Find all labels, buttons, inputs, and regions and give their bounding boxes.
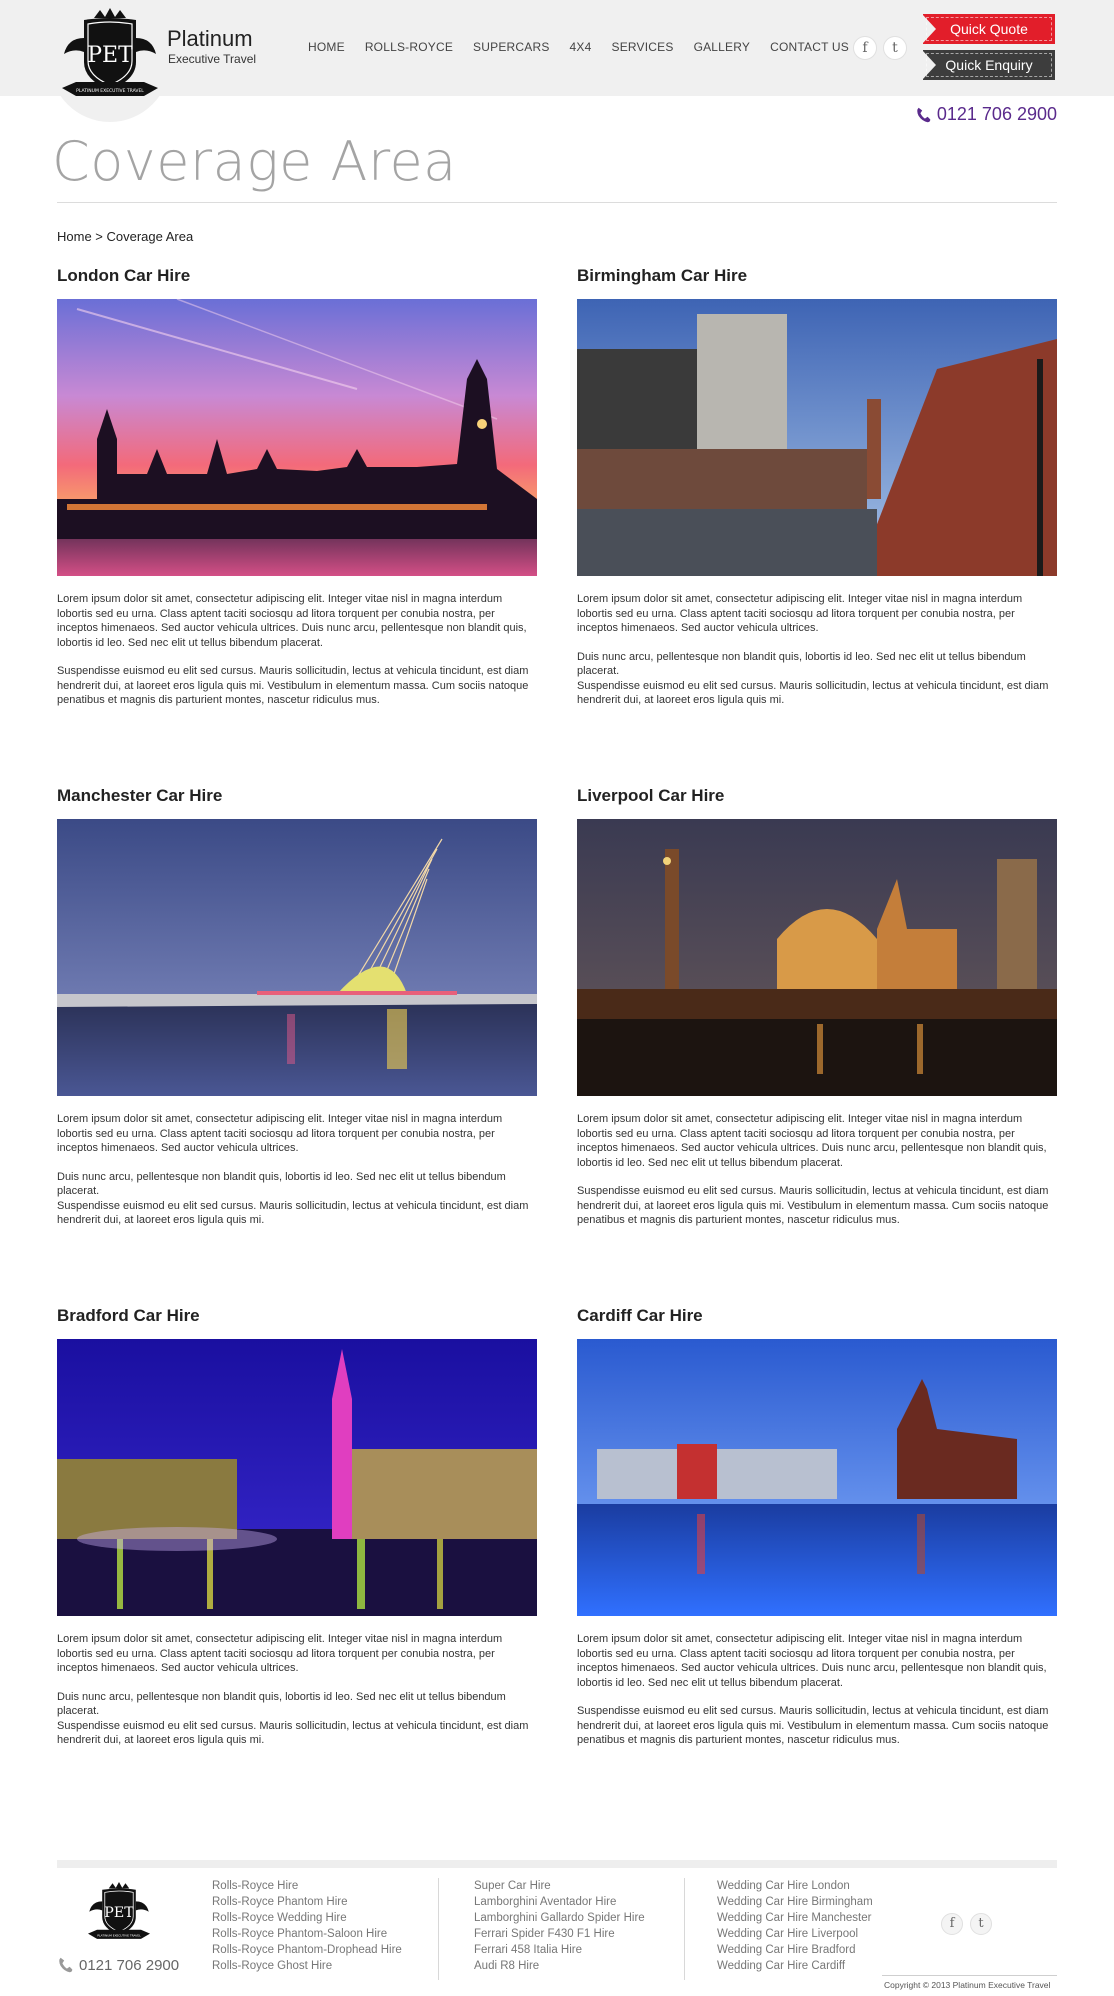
phone-icon xyxy=(915,106,933,124)
header-phone[interactable] xyxy=(915,104,1057,125)
footer-twitter-icon[interactable]: t xyxy=(970,1913,992,1935)
card-paragraph: Lorem ipsum dolor sit amet, consectetur adipiscing elit. Integer vitae nisl in magna interdum lobortis sed eu urna. Class aptent taciti sociosqu ad litora torquent per conubia nostra, per inceptos himenaeos. Sed auctor vehicula ultrices. xyxy=(577,593,1023,634)
footer-logo-letters: PET xyxy=(104,1904,134,1921)
card-paragraph: Lorem ipsum dolor sit amet, consectetur adipiscing elit. Integer vitae nisl in magna interdum lobortis sed eu urna. Class aptent taciti sociosqu ad litora torquent per conubia nostra, per inceptos himenaeos. Sed auctor vehicula ultrices. xyxy=(57,1113,503,1154)
card-paragraph: Lorem ipsum dolor sit amet, consectetur adipiscing elit. Integer vitae nisl in magna interdum lobortis sed eu urna. Class aptent taciti sociosqu ad litora torquent per conubia nostra, per inceptos himenaeos. Sed auctor vehicula ultrices. Duis nunc arcu, pellentesque non blandit quis, lobortis id leo. Sed nec elit ut tellus bibendum placerat. xyxy=(577,1113,1047,1169)
quick-quote-label: Quick Quote xyxy=(950,21,1028,37)
footer-link[interactable]: Lamborghini Aventador Hire xyxy=(474,1896,617,1908)
quick-quote-button[interactable] xyxy=(923,14,1055,44)
card-paragraph: Lorem ipsum dolor sit amet, consectetur adipiscing elit. Integer vitae nisl in magna interdum lobortis sed eu urna. Class aptent taciti sociosqu ad litora torquent per conubia nostra, per inceptos himenaeos. Sed auctor vehicula ultrices. xyxy=(57,1633,503,1674)
footer-rolls-royce-links xyxy=(212,1878,402,1974)
footer-top-bar xyxy=(57,1860,1057,1868)
card-description xyxy=(577,1632,1057,1748)
brand-logo[interactable] xyxy=(58,8,162,104)
nav-rolls-royce[interactable]: ROLLS-ROYCE xyxy=(364,40,454,54)
card-paragraph: Duis nunc arcu, pellentesque non blandit quis, lobortis id leo. Sed nec elit ut tellus bibendum placerat. Suspendisse euismod eu elit sed cursus. Mauris sollicitudin, lectus at vehicula tincidunt, est diam hendrerit dui, at laoreet eros ligula quis mi. xyxy=(57,1170,529,1226)
footer-link[interactable]: Rolls-Royce Ghost Hire xyxy=(212,1960,333,1972)
nav-home[interactable]: HOME xyxy=(308,40,345,54)
page-title: Coverage Area xyxy=(52,130,457,193)
facebook-icon[interactable]: f xyxy=(853,36,877,60)
header-phone-number: 0121 706 2900 xyxy=(936,104,1057,124)
quick-enquiry-button[interactable] xyxy=(923,50,1055,80)
card-london xyxy=(57,266,537,722)
main-nav xyxy=(308,40,869,54)
card-liverpool xyxy=(577,786,1057,1242)
card-title[interactable]: Liverpool Car Hire xyxy=(577,786,725,805)
footer-phone-number: 0121 706 2900 xyxy=(79,1956,180,1974)
copyright-divider xyxy=(882,1975,1057,1976)
footer-link[interactable]: Super Car Hire xyxy=(474,1880,551,1892)
footer-link[interactable]: Rolls-Royce Phantom Hire xyxy=(212,1896,348,1908)
card-paragraph: Lorem ipsum dolor sit amet, consectetur adipiscing elit. Integer vitae nisl in magna interdum lobortis sed eu urna. Class aptent taciti sociosqu ad litora torquent per conubia nostra, per inceptos himenaeos. Sed auctor vehicula ultrices. Duis nunc arcu, pellentesque non blandit quis, lobortis id leo. Sed nec elit ut tellus bibendum placerat. xyxy=(57,593,527,649)
logo-letters: PET xyxy=(87,43,133,68)
brand-name: Platinum xyxy=(167,26,253,51)
birmingham-photo[interactable] xyxy=(577,299,1057,576)
phone-icon xyxy=(57,1956,75,1974)
nav-gallery[interactable]: GALLERY xyxy=(693,40,751,54)
footer-link[interactable]: Wedding Car Hire London xyxy=(717,1880,850,1892)
nav-contact-us[interactable]: CONTACT US xyxy=(770,40,850,54)
footer-link[interactable]: Lamborghini Gallardo Spider Hire xyxy=(474,1912,645,1924)
footer-link[interactable]: Rolls-Royce Wedding Hire xyxy=(212,1912,347,1924)
card-paragraph: Duis nunc arcu, pellentesque non blandit quis, lobortis id leo. Sed nec elit ut tellus bibendum placerat. Suspendisse euismod eu elit sed cursus. Mauris sollicitudin, lectus at vehicula tincidunt, est diam hendrerit dui, at laoreet eros ligula quis mi. xyxy=(577,650,1049,706)
cardiff-photo[interactable] xyxy=(577,1339,1057,1616)
card-cardiff xyxy=(577,1306,1057,1762)
card-description xyxy=(577,1112,1057,1228)
card-title[interactable]: Bradford Car Hire xyxy=(57,1306,200,1325)
manchester-photo[interactable] xyxy=(57,819,537,1096)
logo-ribbon-text: PLATINUM EXECUTIVE TRAVEL xyxy=(76,89,144,94)
nav-4x4[interactable]: 4X4 xyxy=(569,40,592,54)
footer-link[interactable]: Wedding Car Hire Bradford xyxy=(717,1944,856,1956)
nav-services[interactable]: SERVICES xyxy=(611,40,674,54)
footer-phone[interactable] xyxy=(57,1956,179,1974)
liverpool-photo[interactable] xyxy=(577,819,1057,1096)
quick-enquiry-label: Quick Enquiry xyxy=(945,57,1033,73)
footer-link[interactable]: Rolls-Royce Phantom-Saloon Hire xyxy=(212,1928,388,1940)
breadcrumb[interactable]: Home > Coverage Area xyxy=(57,229,194,244)
nav-supercars[interactable]: SUPERCARS xyxy=(473,40,550,54)
footer-link[interactable]: Rolls-Royce Phantom-Drophead Hire xyxy=(212,1944,402,1956)
card-paragraph: Duis nunc arcu, pellentesque non blandit quis, lobortis id leo. Sed nec elit ut tellus bibendum placerat. Suspendisse euismod eu elit sed cursus. Mauris sollicitudin, lectus at vehicula tincidunt, est diam hendrerit dui, at laoreet eros ligula quis mi. xyxy=(57,1690,529,1746)
footer-divider xyxy=(438,1878,439,1980)
card-paragraph: Lorem ipsum dolor sit amet, consectetur adipiscing elit. Integer vitae nisl in magna interdum lobortis sed eu urna. Class aptent taciti sociosqu ad litora torquent per conubia nostra, per inceptos himenaeos. Sed auctor vehicula ultrices. Duis nunc arcu, pellentesque non blandit quis, lobortis id leo. Sed nec elit ut tellus bibendum placerat. xyxy=(577,1633,1047,1689)
footer-logo-ribbon-text: PLATINUM EXECUTIVE TRAVEL xyxy=(97,1933,141,1938)
title-divider xyxy=(57,202,1057,203)
card-title[interactable]: Birmingham Car Hire xyxy=(577,266,748,285)
card-paragraph: Suspendisse euismod eu elit sed cursus. Mauris sollicitudin, lectus at vehicula tincidunt, est diam hendrerit dui, at laoreet eros ligula quis mi. Vestibulum in elementum massa. Cum sociis natoque penatibus et magnis dis parturient montes, nascetur ridiculus mus. xyxy=(577,1185,1049,1226)
footer-link[interactable]: Ferrari Spider F430 F1 Hire xyxy=(474,1928,615,1940)
twitter-icon[interactable]: t xyxy=(883,36,907,60)
card-description xyxy=(577,592,1057,708)
footer-divider xyxy=(684,1878,685,1980)
card-paragraph: Suspendisse euismod eu elit sed cursus. Mauris sollicitudin, lectus at vehicula tincidunt, est diam hendrerit dui, at laoreet eros ligula quis mi. Vestibulum in elementum massa. Cum sociis natoque penatibus et magnis dis parturient montes, nascetur ridiculus mus. xyxy=(57,665,529,706)
card-bradford xyxy=(57,1306,537,1762)
footer-link[interactable]: Wedding Car Hire Liverpool xyxy=(717,1928,859,1940)
footer-logo[interactable] xyxy=(82,1882,156,1944)
footer-link[interactable]: Audi R8 Hire xyxy=(474,1960,540,1972)
card-title[interactable]: Cardiff Car Hire xyxy=(577,1306,703,1325)
card-paragraph: Suspendisse euismod eu elit sed cursus. Mauris sollicitudin, lectus at vehicula tincidunt, est diam hendrerit dui, at laoreet eros ligula quis mi. Vestibulum in elementum massa. Cum sociis natoque penatibus et magnis dis parturient montes, nascetur ridiculus mus. xyxy=(577,1705,1049,1746)
card-description xyxy=(57,1112,537,1228)
footer-facebook-icon[interactable]: f xyxy=(941,1913,963,1935)
footer-link[interactable]: Rolls-Royce Hire xyxy=(212,1880,299,1892)
bradford-photo[interactable] xyxy=(57,1339,537,1616)
footer-link[interactable]: Wedding Car Hire Manchester xyxy=(717,1912,872,1924)
card-description xyxy=(57,1632,537,1748)
card-description xyxy=(57,592,537,708)
brand-tagline: Executive Travel xyxy=(168,52,257,66)
footer-link[interactable]: Ferrari 458 Italia Hire xyxy=(474,1944,583,1956)
card-title[interactable]: Manchester Car Hire xyxy=(57,786,223,805)
card-title[interactable]: London Car Hire xyxy=(57,266,191,285)
copyright-text: Copyright © 2013 Platinum Executive Travel xyxy=(884,1980,1051,1990)
footer-supercar-links xyxy=(474,1878,645,1974)
card-manchester xyxy=(57,786,537,1242)
london-photo[interactable] xyxy=(57,299,537,576)
footer-link[interactable]: Wedding Car Hire Cardiff xyxy=(717,1960,846,1972)
card-birmingham xyxy=(577,266,1057,722)
footer-wedding-links xyxy=(717,1878,873,1974)
footer-link[interactable]: Wedding Car Hire Birmingham xyxy=(717,1896,873,1908)
